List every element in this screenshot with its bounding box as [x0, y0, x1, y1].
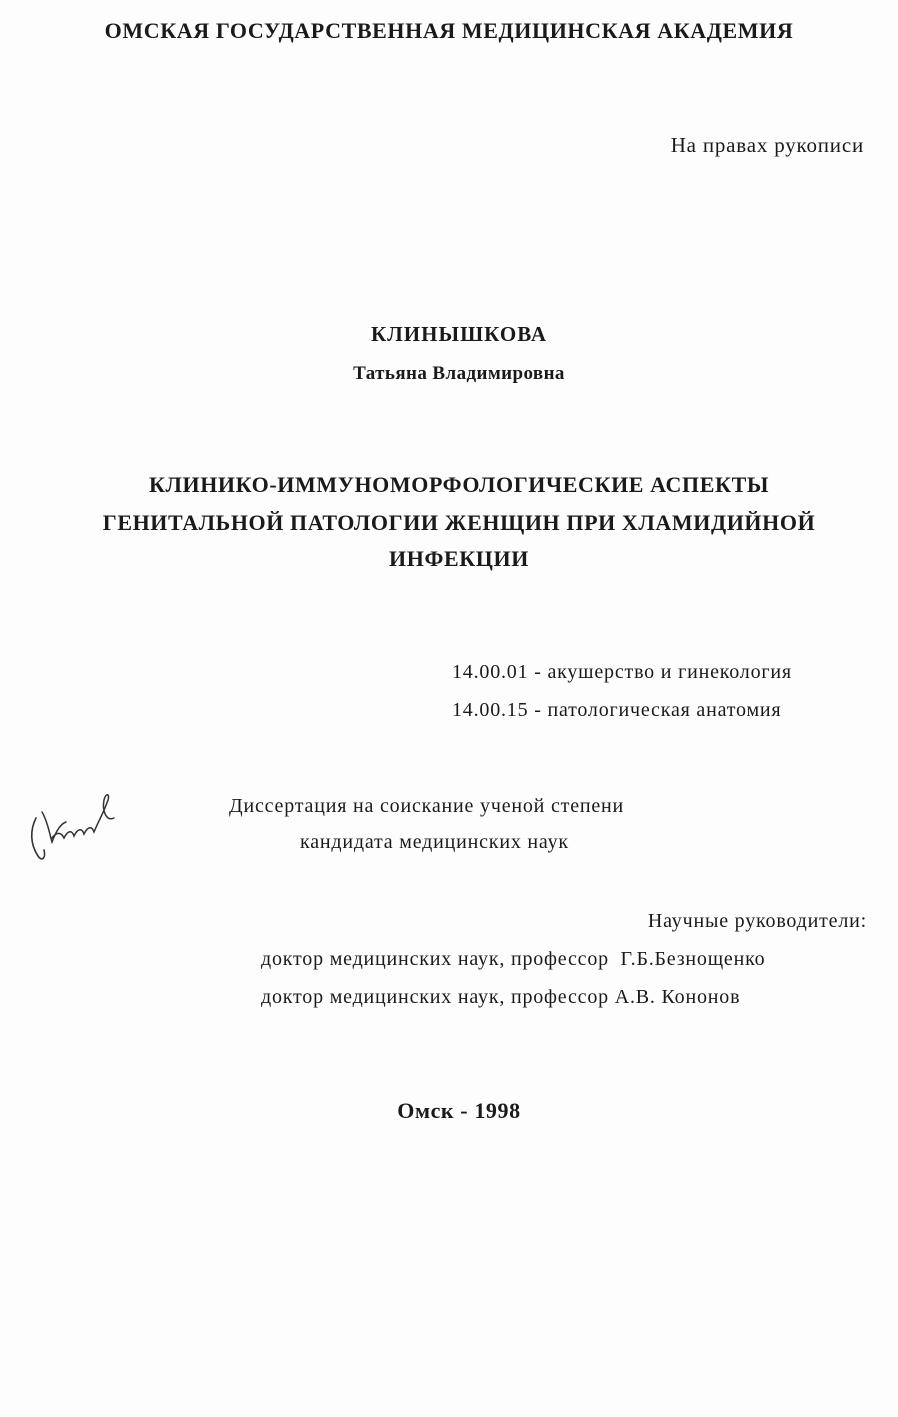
supervisor-entry: доктор медицинских наук, профессор Г.Б.Безнощенко — [261, 948, 766, 970]
handwritten-signature-icon — [22, 778, 142, 868]
thesis-title-line: ГЕНИТАЛЬНОЙ ПАТОЛОГИИ ЖЕНЩИН ПРИ ХЛАМИДИЙНОЙ — [102, 510, 816, 535]
supervisor-entry: доктор медицинских наук, профессор А.В. Кононов — [261, 986, 741, 1008]
author-given-names: Татьяна Владимировна — [353, 363, 565, 384]
city-year: Омск - 1998 — [397, 1098, 521, 1123]
author-surname: КЛИНЫШКОВА — [370, 322, 548, 346]
supervisors-heading: Научные руководители: — [647, 910, 867, 932]
thesis-degree-line: Диссертация на соискание ученой степени — [229, 795, 625, 817]
thesis-degree-line: кандидата медицинских наук — [300, 831, 569, 853]
manuscript-note: На правах рукописи — [670, 133, 864, 157]
thesis-title-line: КЛИНИКО-ИММУНОМОРФОЛОГИЧЕСКИЕ АСПЕКТЫ — [148, 472, 770, 497]
specialty-code: 14.00.01 - акушерство и гинекология — [452, 661, 792, 683]
specialty-code: 14.00.15 - патологическая анатомия — [452, 699, 782, 721]
institution-name: ОМСКАЯ ГОСУДАРСТВЕННАЯ МЕДИЦИНСКАЯ АКАДЕМИЯ — [104, 18, 794, 43]
thesis-title-line: ИНФЕКЦИИ — [389, 546, 529, 571]
